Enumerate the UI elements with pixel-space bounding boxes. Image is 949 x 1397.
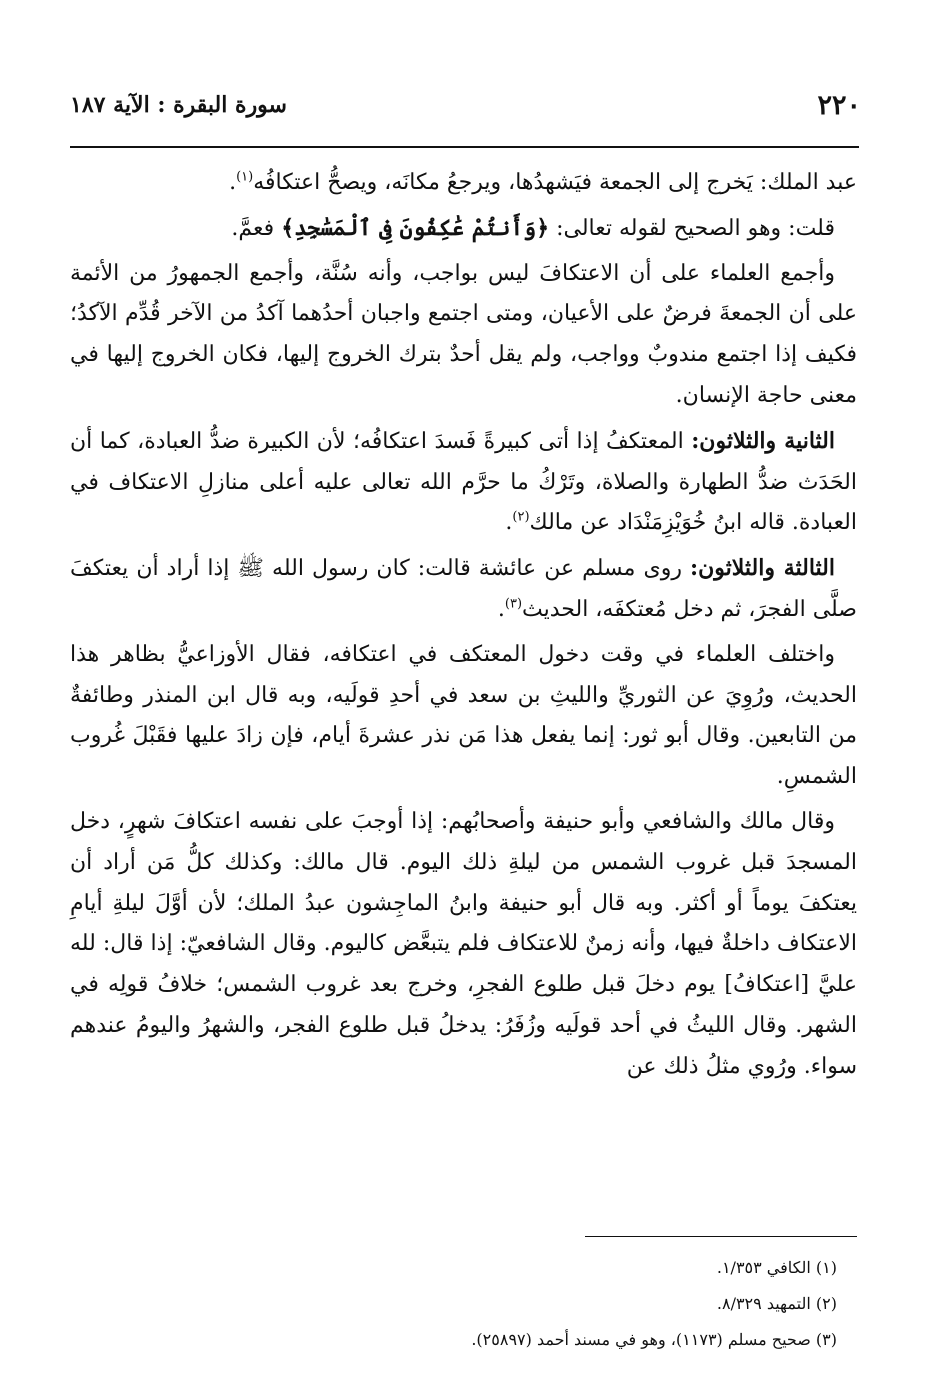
paragraph-tail: . [229, 170, 237, 195]
paragraph-tail: فعمَّ. [231, 215, 282, 241]
paragraph-text: روى مسلم عن عائشة قالت: كان رسول الله ﷺ إذا أراد أن يعتكفَ صلَّى الفجرَ، ثم دخل مُعتكفَه، الحديث [70, 556, 857, 622]
header-rule [70, 146, 859, 148]
paragraph-text: واختلف العلماء في وقت دخول المعتكف في اعتكافه، فقال الأوزاعيُّ بظاهر هذا الحديث، ورُوِيَ عن الثوريِّ والليثِ بن سعد في أحدِ قولَيه، وبه قال ابن المنذر وطائفةٌ من التابعين. وقال أبو ثور: إنما يفعل هذا مَن نذر عشرةَ أيام، فإن زادَ عليها فقَبْلَ غُروب الشمسِ. [70, 641, 857, 790]
quran-verse: ﴿وَأَنتُمْ عَٰكِفُونَ فِى ٱلْمَسَٰجِدِ﴾ [281, 214, 550, 241]
footnote: (١) الكافي ١/٣٥٣. [716, 1258, 837, 1277]
paragraph [70, 635, 857, 798]
paragraph-text: قلت: وهو الصحيح لقوله تعالى: [549, 215, 835, 241]
paragraph-tail: . [505, 510, 513, 536]
running-header [70, 85, 861, 125]
footnote-ref: (١) [236, 169, 254, 185]
section-heading: الثانية والثلاثون: [691, 427, 835, 454]
paragraph [70, 208, 857, 250]
paragraph-text: وأجمع العلماء على أن الاعتكافَ ليس بواجب، وأنه سُنَّة، وأجمع الجمهورُ من الأئمة على أن الجمعةَ فرضٌ على الأعيان، ومتى اجتمع واجبان أحدُهما آكدُ من الآخر قُدِّم الآكدُ؛ فكيف إذا اجتمع مندوبٌ وواجب، ولم يقل أحدٌ بترك الخروج إليها، فكان الخروج إليها في معنى حاجة الإنسان. [70, 260, 857, 408]
footnote: (٣) صحيح مسلم (١١٧٣)، وهو في مسند أحمد (٢٥٨٩٧). [471, 1330, 837, 1349]
running-title: سورة البقرة : الآية ١٨٧ [70, 92, 287, 118]
footnote-ref: (٢) [512, 510, 530, 526]
paragraph [70, 421, 857, 544]
paragraph-text: عبد الملك: يَخرج إلى الجمعة فيَشهدُها، ويرجعُ مكانَه، ويصحُّ اعتكافُه [253, 170, 857, 195]
footnote: (٢) التمهيد ٨/٣٢٩. [716, 1294, 837, 1313]
footnotes [120, 1250, 837, 1358]
paragraph [70, 163, 857, 204]
paragraph-text: وقال مالك والشافعي وأبو حنيفة وأصحابُهم: إذا أوجبَ على نفسه اعتكافَ شهرٍ، دخل المسجدَ قبل غروب الشمس من ليلةِ ذلك اليوم. قال مالك: وكذلك كلُّ مَن أراد أن يعتكفَ يوماً أو أكثر. وبه قال أبو حنيفة وابنُ الماجِشون عبدُ الملك؛ لأن أوَّلَ ليلةِ أيامِ الاعتكاف داخلةٌ فيها، وأنه زمنٌ للاعتكاف فلم يتبعَّض كاليوم. وقال الشافعيّ: إذا قال: لله عليَّ [اعتكافُ] يوم دخلَ قبل طلوع الفجرِ، وخرج بعد غروب الشمس؛ خلافُ قولِه في الشهر. وقال الليثُ في أحد قولَيه وزُفَرُ: يدخلُ قبل طلوع الفجر، والشهرُ واليومُ عندهم سواء. ورُوي مثلُ ذلك عن [70, 808, 857, 1079]
paragraph-tail: . [497, 596, 505, 622]
section-heading: الثالثة والثلاثون: [690, 555, 835, 582]
footnote-rule [585, 1236, 857, 1237]
paragraph [70, 254, 857, 417]
paragraph [70, 802, 857, 1088]
footnote-ref: (٣) [504, 596, 523, 612]
body-text [70, 163, 857, 1092]
paragraph-text: المعتكفُ إذا أتى كبيرةً فَسدَ اعتكافُه؛ لأن الكبيرة ضدُّ العبادة، كما أن الحَدَث ضدُّ الطهارة والصلاة، وتَرْكُ ما حرَّم الله تعالى عليه أعلى منازلِ الاعتكاف في العبادة. قاله ابنُ خُوَيْزِمَنْدَاد عن مالك [70, 428, 857, 536]
page-number: ٢٢٠ [817, 89, 861, 121]
paragraph [70, 548, 857, 631]
